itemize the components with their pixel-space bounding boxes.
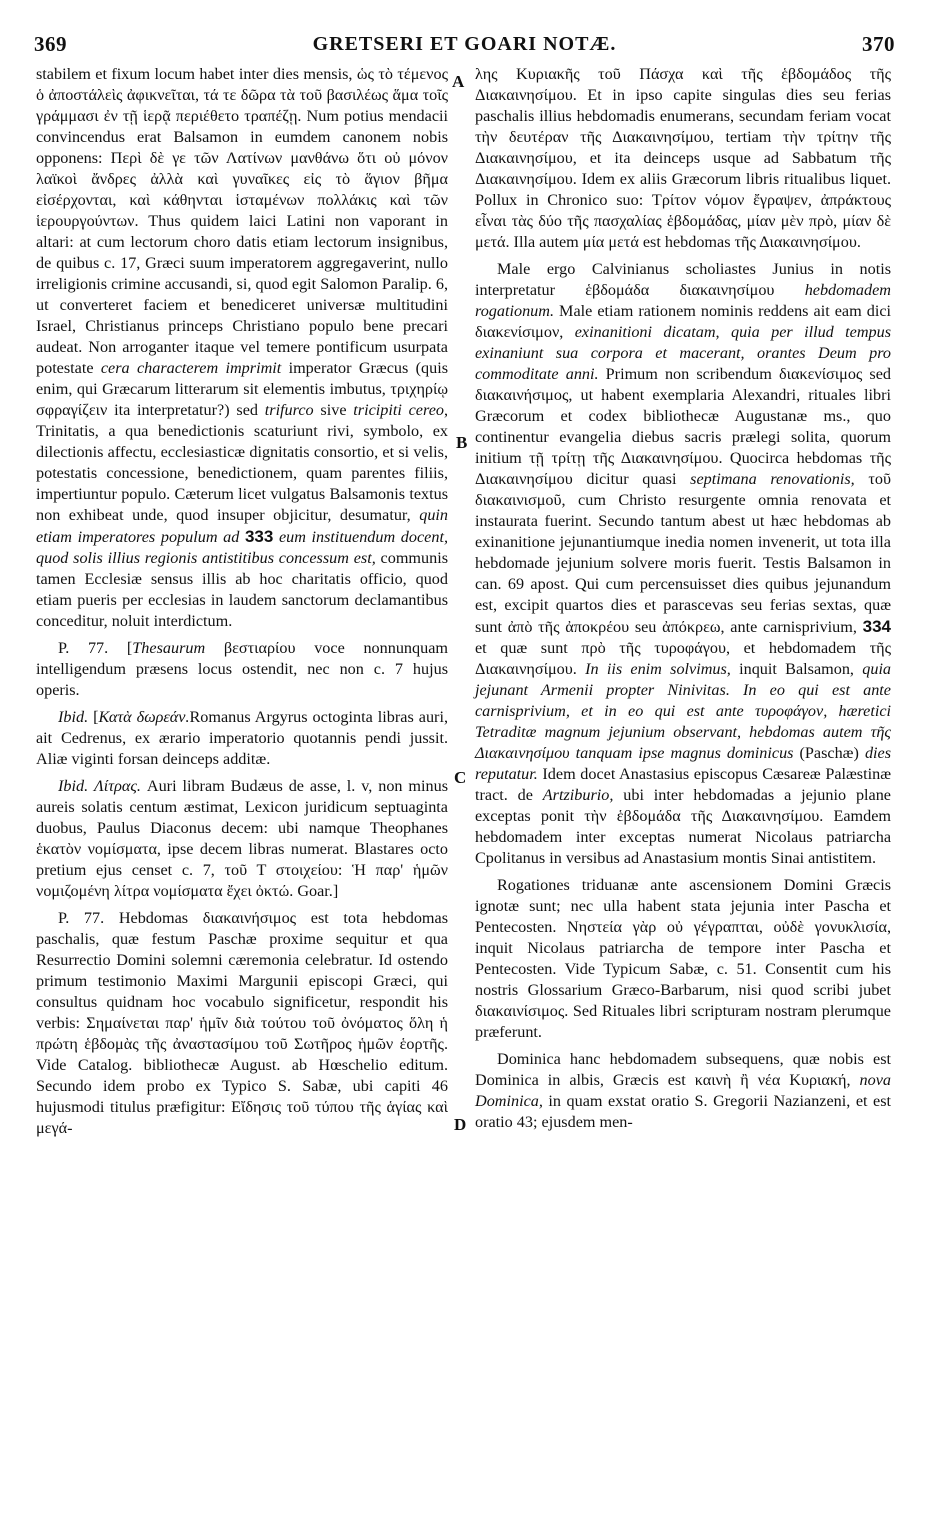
margin-letter-b: B bbox=[456, 433, 468, 452]
right-paragraph-4: Dominica hanc hebdomadem subsequens, quæ nobis est Dominica in albis, Græcis est καινὴ ἢ νέα Κυριακή, nova Dominica, in quam exstat oratio S. Gregorii Nazianzeni, et est oratio 43; ejusdem men- bbox=[475, 1050, 892, 1131]
left-paragraph-3: Ibid. [Κατὰ δωρεάν.Romanus Argyrus octoginta libras auri, ait Cedrenus, ex ærario imperatorio quotannis pendi jussit. Aliæ viginti forsan deinceps additæ. bbox=[36, 708, 448, 768]
left-column bbox=[36, 64, 448, 1139]
margin-letter-a: A bbox=[452, 72, 465, 91]
page-header bbox=[30, 32, 899, 54]
page-number-right: 370 bbox=[862, 32, 895, 56]
right-paragraph-1: λης Κυριακῆς τοῦ Πάσχα καὶ τῆς ἑβδομάδος τῆς Διακαινησίμου. Et in ipso capite singulas dies seu ferias paschalis illius hebdomadis enumerans, secundam feriam vocat τὴν δευτέραν τῆς Διακαινησίμου, tertiam τὴν τρίτην τῆς Διακαινησίμου, et ita deinceps usque ad Sabbatum τῆς Διακαινησίμου. Idem ex aliis Græcorum libris ritualibus liquet. Pollux in Chronico suo: Τρίτον νόμον ἔγραψεν, ἀπράκτους εἶναι τὰς δύο τῆς πασχαλίας ἑβδομάδας, μίαν μὲν πρὸ, μίαν δὲ μετά. Illa autem μία μετά est hebdomas τῆς Διακαινησίμου. bbox=[475, 65, 891, 251]
margin-letter-d: D bbox=[454, 1115, 467, 1134]
column-number-334: 334 bbox=[862, 617, 892, 636]
margin-letter-c: C bbox=[454, 768, 467, 787]
right-column bbox=[475, 64, 891, 1133]
left-paragraph-4: Ibid. Λίτρας. Auri libram Budæus de asse, l. v, non minus aureis solatis centum æstimat, Lexicon juridicum septuaginta duobus, Paulus Diaconus decem: ubi namque Theophanes ἑκατὸν νομίσματα, ipse decem libras numerat. Blastares octo pretium ejus censet c. 7, τοῦ Τ στοιχείου: Ἡ παρ' ἡμῶν νομιζομένη λίτρα νομίσματα ἔχει ὀκτώ. Goar.] bbox=[36, 777, 449, 900]
right-paragraph-3: Rogationes triduanæ ante ascensionem Domini Græcis ignotæ sunt; nec ulla habent stata jejunia inter Pascha et Pentecosten. Νηστεία γὰρ οὐ γέγραπται, οὐδὲ γονυκλισία, inquit Nicolaus patriarcha de tempore inter Pascha et Pentecosten. Vide Typicum Sabæ, c. 51. Consentit cum his nostris Glossarium Græco-Barbarum, nisi quod scribi jubet διακαινίσιμος. Sed Rituales libri scripturam nostram plerumque præferunt. bbox=[475, 876, 891, 1041]
running-title: GRETSERI ET GOARI NOTÆ. bbox=[312, 33, 617, 55]
right-paragraph-2: Male ergo Calvinianus scholiastes Junius in notis interpretatur ἑβδομάδα διακαινησίμου hebdomadem rogationum. Male etiam rationem nominis reddens ait eam dici διακενίσιμον, exinanitioni dicatam, quia per illud tempus exinaniunt sua corpora et macerant, orantes Deum pro commoditate anni. Primum non scribendum διακενίσιμος sed διακαινήσιμος, ut habent exemplaria Alexandri, rituales libri Græcorum et codex bibliothecæ Augustanæ ms., quo continentur evangelia diebus sacris prælegi solita, quorum initium τῇ τρίτῃ τῆς Διακαινησίμου. Quocirca hebdomas τῆς Διακαινησίμου dicitur quasi septimana renovationis, τοῦ διακαινισμοῦ, cum Christo resurgente omnia renovata et instaurata fuerint. Secundo tantum abest ut hæc hebdomas ab exinanitione jejunantiumque inedia nomen invenerit, ut tota illa hebdomade jejunium solvere moris fuerit. Testis Balsamon in can. 69 apost. Qui cum percensuisset dies quibus jejunandum est, excipit quartos dies et parascevas seu ferias sextas, quæ sunt ἀπὸ τῆς ἀποκρέου seu ἀπόκρεω, ante carnisprivium, 334 et quæ sunt πρὸ τῆς τυροφάγου, et hebdomadem τῆς Διακαινησίμου. In iis enim solvimus, inquit Balsamon, quia jejunant Armenii propter Ninivitas. In eo qui est ante carnisprivium, et in eo qui est ante τυροφάγον, hæretici Tetraditæ magnum jejunium observant, hebdomas autem τῆς Διακαινησίμου tanquam ipse magnus dominicus (Paschæ) dies reputatur. Idem docet Anastasius episcopus Cæsareæ Palæstinæ tract. de Artziburio, ubi inter hebdomadas a jejunio plane exceptas ponit τὴν ἑβδομάδα τῆς Διακαινησίμου. Eamdem hebdomadem inter exceptas numerat Nicolaus patriarcha Cpolitanus in versibus ad Anastasium montis Sinai antistitem. bbox=[475, 260, 892, 867]
left-paragraph-1: stabilem et fixum locum habet inter dies mensis, ὡς τὸ τέμενος ὁ ἀποστάλεὶς ἀφικνεῖται, τά τε δῶρα τὰ τοῦ βασιλέως ἅμα τοῖς γράμμασι ἐν τῇ ἱερᾷ περιέθετο τραπέζῃ. Num potius mendacii convincendus erat Balsamon in eumdem canonem nobis opponens: Περὶ δὲ γε τῶν Λατίνων μανθάνω ὅτι οὐ μόνον λαϊκοὶ ἄνδρες ἀλλὰ καὶ γυναῖκες εἰς τὸ ἅγιον βῆμα εἰσέρχονται, καὶ κάθηνται ἱσταμένων πολλάκις καὶ τῶν ἱερουργούντων. Thus quidem laici Latini non vaporant in altari: at cum lectorum choro datis etiam lectorum insignibus, de quibus c. 17, Græci suum imperatorem aggregaverint, nullo irreligionis crimine accusandi, si, quod egit Salomon Paralip. 6, ut converteret faciem et benediceret universæ multitudini Israel, Christianus princeps Christiano populo bene precari audeat. Non arroganter itaque vel temere pontificum usurpata potestate cera characterem imprimit imperator Græcus (quis enim, qui Græcarum litterarum sit elementis imbutus, τριχηρίῳ σφραγίζειν ita interpretatur?) sed trifurco sive tricipiti cereo, Trinitatis, a qua benedictionis scaturiunt rivi, symbolo, ex dilectionis affectu, ecclesiasticæ dignitatis consortio, et si velis, potestatis concessione, benedictionem, quam parentes filiis, impertiuntur populo. Cæterum licet vulgatus Balsamonis textus non exhibeat unde, quod insuper objicitur, desumatur, quin etiam imperatores populum ad 333 eum instituendum docent, quod solis illius regionis antistitibus concessum est, communis tamen Ecclesiæ sensus illis ab hoc charitatis officio, quod etiam pueris per ecclesias in laudem sanctorum declamantibus conceditur, noluit interdictum. bbox=[36, 65, 449, 630]
page-number-left: 369 bbox=[34, 32, 67, 56]
column-number-333: 333 bbox=[244, 527, 274, 546]
left-paragraph-5: P. 77. Hebdomas διακαινήσιμος est tota hebdomas paschalis, quæ festum Paschæ proxime sequitur et qua Resurrectio Domini solemni cæremonia celebratur. Id ostendo primum testimonio Maximi Margunii episcopi Græci, qui consultus quidnam hoc vocabulo significetur, respondit his verbis: Σημαίνεται παρ' ἡμῖν διὰ τούτου τοῦ ὀνόματος ὅλη ἡ πρώτη ἑβδομὰς τῆς ἀναστασίμου τοῦ Σωτῆρος ἡμῶν ἑορτῆς. Vide Catalog. bibliothecæ August. ab Hœschelio editum. Secundo idem probo ex Typico S. Sabæ, ubi capiti 46 hujusmodi titulus præfigitur: Εἴδησις τοῦ τύπου τῆς ἁγίας καὶ μεγά- bbox=[36, 909, 448, 1137]
left-paragraph-2: P. 77. [Thesaurum βεστιαρίου voce nonnunquam intelligendum præsens locus ostendit, nec non c. 7 hujus operis. bbox=[36, 639, 448, 699]
